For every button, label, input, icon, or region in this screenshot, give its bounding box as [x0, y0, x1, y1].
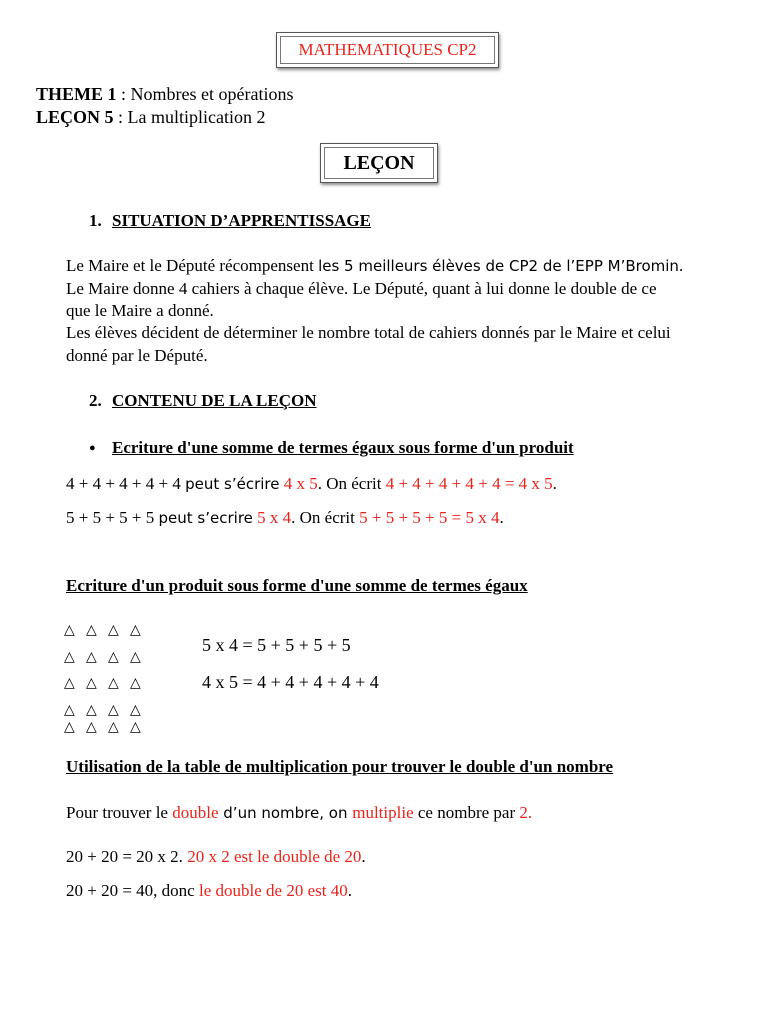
- ex1-sum: 4 + 4 + 4 + 4 + 4: [66, 474, 186, 493]
- lecon-text: : La multiplication 2: [113, 107, 266, 127]
- ex4-sum: 20 + 20 = 40, donc: [66, 881, 199, 900]
- ex1-on-ecrit: . On écrit: [317, 474, 386, 493]
- subheading-double: Utilisation de la table de multiplication pour trouver le double d'un nombre: [66, 757, 614, 776]
- theme-text: : Nombres et opérations: [116, 84, 294, 104]
- example-line-4: [66, 881, 352, 901]
- triangle-icon: △: [108, 720, 119, 735]
- bullet-icon: ●: [89, 442, 96, 454]
- header-title: MATHEMATIQUES CP2: [298, 40, 477, 59]
- p1-highlight: les 5 meilleurs élèves de CP2 de l’EPP M’Bromin: [318, 257, 679, 275]
- theme-line: [36, 84, 293, 105]
- header-title-box: [276, 32, 499, 68]
- lecon-box-title: LEÇON: [343, 151, 415, 174]
- rule-dun-nombre: d’un nombre, on: [218, 804, 353, 822]
- subheading-produit: Ecriture d'un produit sous forme d'une somme de termes égaux: [66, 576, 528, 595]
- rule-multiplie: multiplie: [352, 803, 414, 822]
- ex1-equation: 4 + 4 + 4 + 4 + 4 = 4 x 5: [385, 474, 553, 493]
- rule-two: 2.: [519, 803, 533, 822]
- rule-text-a: Pour trouver le: [66, 803, 173, 822]
- section1-p2: Le Maire donne 4 cahiers à chaque élève. Le Député, quant à lui donne le double de ce: [66, 279, 657, 298]
- triangle-icon: △: [130, 720, 141, 735]
- ex3-period: .: [361, 847, 366, 866]
- rule-double: double: [172, 803, 219, 822]
- ex4-double: le double de 20 est 40: [198, 881, 348, 900]
- triangle-icon: △: [64, 720, 75, 735]
- triangle-icon: △: [108, 650, 119, 665]
- triangle-grid: [64, 622, 154, 737]
- example-line-2: [66, 508, 504, 528]
- equation-1: 5 x 4 = 5 + 5 + 5 + 5: [202, 635, 351, 655]
- ex2-peut: peut s’ecrire: [158, 509, 253, 527]
- ex1-period: .: [552, 474, 557, 493]
- theme-label: THEME 1: [36, 84, 117, 104]
- ex1-product: 4 x 5: [279, 474, 318, 493]
- ex1-peut: peut s’écrire: [185, 475, 280, 493]
- triangle-icon: △: [108, 703, 119, 718]
- section1-p3: que le Maire a donné.: [66, 301, 214, 320]
- triangle-icon: △: [130, 703, 141, 718]
- section1-p5: donné par le Député.: [66, 346, 208, 365]
- triangle-icon: △: [86, 720, 97, 735]
- triangle-icon: △: [86, 650, 97, 665]
- section1-heading: [89, 211, 371, 231]
- section1-p4: Les élèves décident de déterminer le nombre total de cahiers donnés par le Maire et celui: [66, 323, 671, 342]
- equation-2: 4 x 5 = 4 + 4 + 4 + 4 + 4: [202, 672, 379, 692]
- section2-heading: [89, 391, 317, 411]
- ex2-period: .: [499, 508, 504, 527]
- rule-text-e: ce nombre par: [413, 803, 520, 822]
- subheading-somme: Ecriture d'une somme de termes égaux sous forme d'un produit: [112, 438, 574, 457]
- section2-title: CONTENU DE LA LEÇON: [112, 391, 317, 410]
- lecon-line: [36, 107, 266, 128]
- triangle-icon: △: [108, 676, 119, 691]
- lecon-label: LEÇON 5: [36, 107, 114, 127]
- triangle-icon: △: [64, 650, 75, 665]
- triangle-icon: △: [130, 676, 141, 691]
- triangle-icon: △: [64, 623, 75, 638]
- triangle-icon: △: [130, 623, 141, 638]
- p1-text: Le Maire et le Député récompensent: [66, 256, 319, 275]
- ex3-double: 20 x 2 est le double de 20: [187, 847, 362, 866]
- triangle-icon: △: [86, 703, 97, 718]
- section2-number: 2.: [89, 391, 102, 410]
- section1-p1: [66, 256, 683, 276]
- section1-title: SITUATION D’APPRENTISSAGE: [112, 211, 371, 230]
- triangle-icon: △: [64, 676, 75, 691]
- example-line-3: [66, 847, 366, 867]
- section1-number: 1.: [89, 211, 102, 230]
- triangle-icon: △: [108, 623, 119, 638]
- ex3-sum: 20 + 20 = 20 x 2.: [66, 847, 188, 866]
- triangle-icon: △: [64, 703, 75, 718]
- ex2-equation: 5 + 5 + 5 + 5 = 5 x 4: [359, 508, 500, 527]
- lecon-box: [320, 143, 438, 183]
- ex2-product: 5 x 4: [252, 508, 292, 527]
- example-line-1: [66, 474, 557, 494]
- ex2-sum: 5 + 5 + 5 + 5: [66, 508, 159, 527]
- triangle-icon: △: [130, 650, 141, 665]
- triangle-icon: △: [86, 676, 97, 691]
- ex4-period: .: [347, 881, 352, 900]
- p1-period: .: [678, 256, 684, 275]
- rule-line: [66, 803, 532, 823]
- ex2-on-ecrit: . On écrit: [291, 508, 360, 527]
- triangle-icon: △: [86, 623, 97, 638]
